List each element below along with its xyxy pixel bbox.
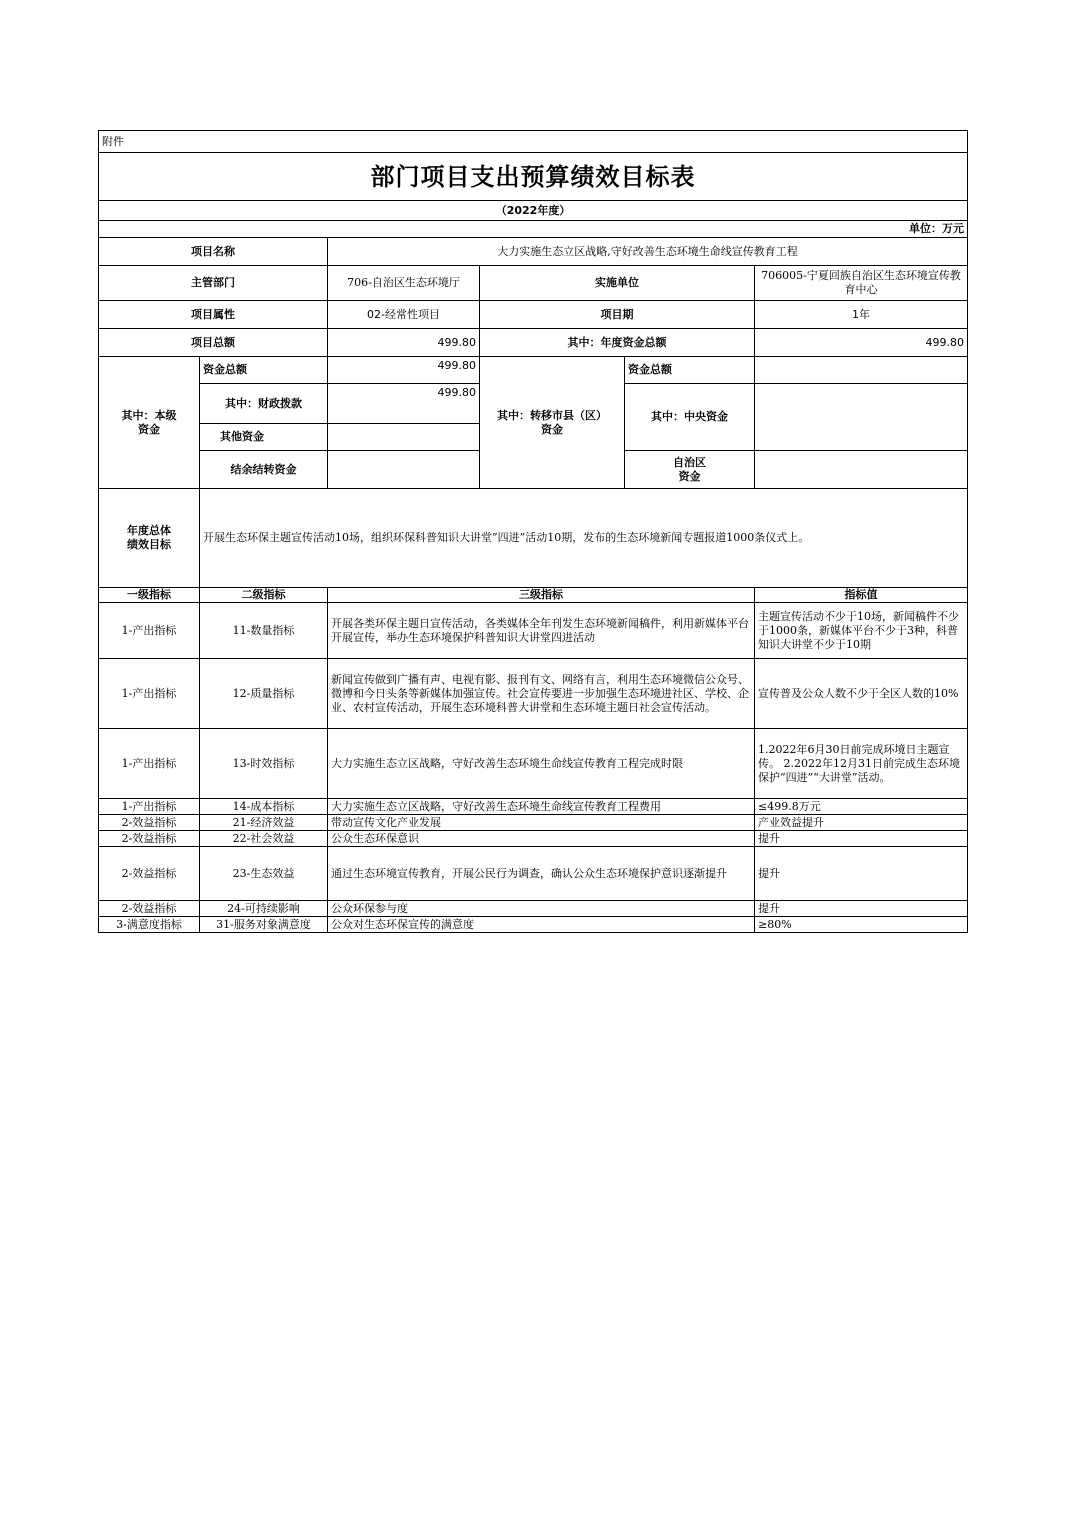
value-cell: ≤499.8万元 (755, 799, 968, 815)
level3-cell: 公众对生态环保宣传的满意度 (328, 917, 755, 933)
annual-goal-label: 年度总体绩效目标 (99, 489, 200, 588)
table-row (99, 815, 968, 831)
level2-cell: 31-服务对象满意度 (200, 917, 328, 933)
level1-cell: 2-效益指标 (99, 815, 200, 831)
level2-cell: 13-时效指标 (200, 729, 328, 799)
table-row (99, 659, 968, 729)
value-cell: 主题宣传活动不少于10场，新闻稿件不少于1000条，新媒体平台不少于3种，科普知识大讲堂不少于10期 (755, 603, 968, 659)
other-funds-value (328, 424, 480, 451)
table-row (99, 847, 968, 901)
value-cell: 提升 (755, 901, 968, 917)
indicator-header-l3: 三级指标 (328, 588, 755, 603)
other-funds-label: 其他资金 (200, 424, 328, 451)
level2-cell: 22-社会效益 (200, 831, 328, 847)
level1-cell: 1-产出指标 (99, 603, 200, 659)
transfer-total-value (755, 357, 968, 384)
year-label: （2022年度） (99, 201, 968, 221)
level1-cell: 1-产出指标 (99, 729, 200, 799)
annual-total-label: 其中：年度资金总额 (480, 329, 755, 357)
total-value: 499.80 (328, 329, 480, 357)
project-name-label: 项目名称 (99, 238, 328, 266)
impl-unit-value: 706005-宁夏回族自治区生态环境宣传教育中心 (755, 266, 968, 301)
annual-goal-text: 开展生态环保主题宣传活动10场，组织环保科普知识大讲堂”四进”活动10期，发布的生态环境新闻专题报道1000条仪式上。 (200, 489, 968, 588)
transfer-funds-label: 其中：转移市县（区）资金 (480, 357, 625, 489)
table-row (99, 729, 968, 799)
level2-cell: 24-可持续影响 (200, 901, 328, 917)
level3-cell: 公众生态环保意识 (328, 831, 755, 847)
level3-cell: 新闻宣传做到广播有声、电视有影、报刊有文、网络有言，利用生态环境微信公众号、微博和今日头条等新媒体加强宣传。社会宣传要进一步加强生态环境进社区、学校、企业、农村宣传活动，开展生态环境科普大讲堂和生态环境主题日社会宣传活动。 (328, 659, 755, 729)
region-funds-label: 自治区资金 (625, 451, 755, 489)
carryover-value (328, 451, 480, 489)
level2-cell: 14-成本指标 (200, 799, 328, 815)
project-name-value: 大力实施生态立区战略,守好改善生态环境生命线宣传教育工程 (328, 238, 968, 266)
table-row (99, 831, 968, 847)
level3-cell: 公众环保参与度 (328, 901, 755, 917)
attachment-label: 附件 (99, 131, 968, 153)
dept-label: 主管部门 (99, 266, 328, 301)
level2-cell: 21-经济效益 (200, 815, 328, 831)
value-cell: 提升 (755, 847, 968, 901)
table-row (99, 917, 968, 933)
unit-label: 单位：万元 (99, 221, 968, 238)
region-funds-value (755, 451, 968, 489)
local-total-value: 499.80 (328, 357, 480, 384)
table-row (99, 799, 968, 815)
local-funds-label: 其中：本级资金 (99, 357, 200, 489)
value-cell: 提升 (755, 831, 968, 847)
attr-label: 项目属性 (99, 301, 328, 329)
table-row (99, 603, 968, 659)
attr-value: 02-经常性项目 (328, 301, 480, 329)
transfer-total-label: 资金总额 (625, 357, 755, 384)
level1-cell: 1-产出指标 (99, 799, 200, 815)
central-funds-value (755, 384, 968, 451)
dept-value: 706-自治区生态环境厅 (328, 266, 480, 301)
level1-cell: 2-效益指标 (99, 901, 200, 917)
page-title: 部门项目支出预算绩效目标表 (99, 153, 968, 201)
level3-cell: 大力实施生态立区战略，守好改善生态环境生命线宣传教育工程费用 (328, 799, 755, 815)
annual-total-value: 499.80 (755, 329, 968, 357)
period-value: 1年 (755, 301, 968, 329)
value-cell: ≥80% (755, 917, 968, 933)
impl-unit-label: 实施单位 (480, 266, 755, 301)
level1-cell: 2-效益指标 (99, 847, 200, 901)
level3-cell: 通过生态环境宣传教育，开展公民行为调查，确认公众生态环境保护意识逐渐提升 (328, 847, 755, 901)
level2-cell: 11-数量指标 (200, 603, 328, 659)
central-funds-label: 其中：中央资金 (625, 384, 755, 451)
performance-table (98, 130, 968, 933)
indicator-header-l2: 二级指标 (200, 588, 328, 603)
level1-cell: 2-效益指标 (99, 831, 200, 847)
fiscal-value: 499.80 (328, 384, 480, 424)
indicator-header-value: 指标值 (755, 588, 968, 603)
value-cell: 产业效益提升 (755, 815, 968, 831)
indicator-header-l1: 一级指标 (99, 588, 200, 603)
level3-cell: 带动宣传文化产业发展 (328, 815, 755, 831)
table-row (99, 901, 968, 917)
total-label: 项目总额 (99, 329, 328, 357)
level3-cell: 大力实施生态立区战略，守好改善生态环境生命线宣传教育工程完成时限 (328, 729, 755, 799)
level2-cell: 23-生态效益 (200, 847, 328, 901)
budget-sheet (98, 130, 967, 933)
level1-cell: 3-满意度指标 (99, 917, 200, 933)
period-label: 项目期 (480, 301, 755, 329)
level3-cell: 开展各类环保主题日宣传活动，各类媒体全年刊发生态环境新闻稿件，利用新媒体平台开展宣传，举办生态环境保护科普知识大讲堂四进活动 (328, 603, 755, 659)
value-cell: 1.2022年6月30日前完成环境日主题宣传。 2.2022年12月31日前完成生态环境保护“四进”“大讲堂”活动。 (755, 729, 968, 799)
fiscal-label: 其中：财政拨款 (200, 384, 328, 424)
level1-cell: 1-产出指标 (99, 659, 200, 729)
level2-cell: 12-质量指标 (200, 659, 328, 729)
local-total-label: 资金总额 (200, 357, 328, 384)
value-cell: 宣传普及公众人数不少于全区人数的10% (755, 659, 968, 729)
carryover-label: 结余结转资金 (200, 451, 328, 489)
